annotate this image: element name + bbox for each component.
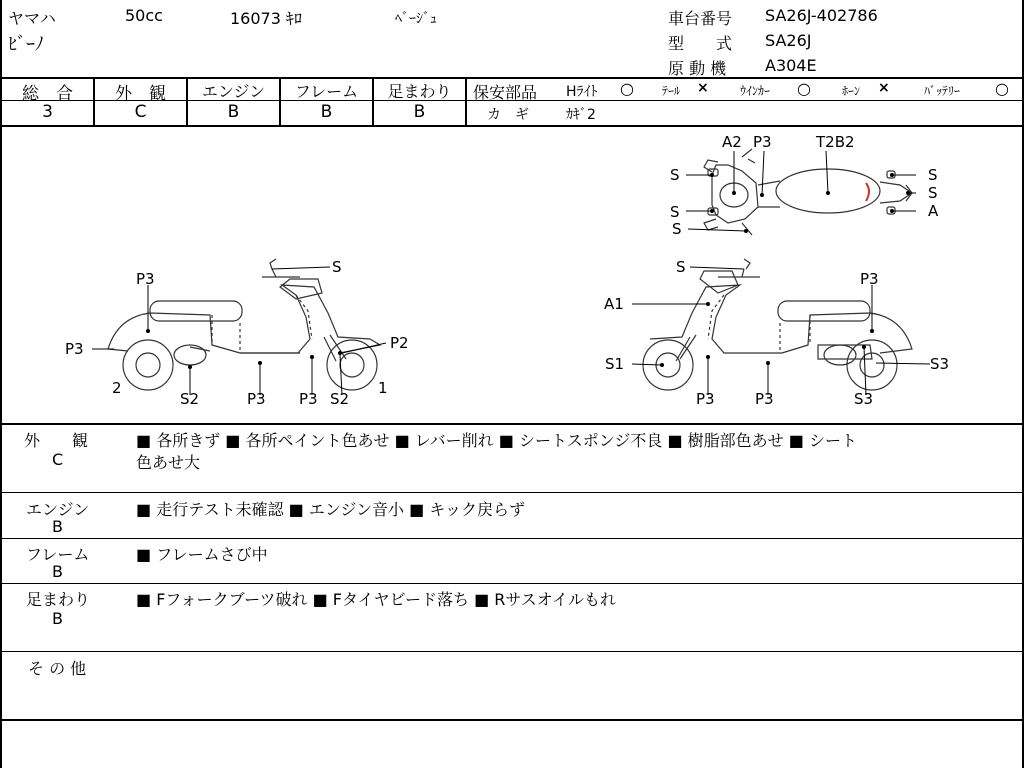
grade-col-div-5	[465, 78, 467, 126]
notes-line-5	[0, 719, 1024, 721]
note-suspension-grade: B	[52, 609, 63, 628]
notes-line-2	[0, 538, 1024, 539]
label-s3-right-1: S3	[930, 355, 950, 373]
label-s-top-5: S	[928, 184, 938, 202]
safety-parts-label: 保安部品	[473, 83, 538, 102]
label-p3-left-rear: P3	[65, 340, 84, 358]
label-p2-left: P2	[390, 334, 409, 352]
tail-label: ﾃｰﾙ	[662, 84, 681, 98]
leader-lines	[92, 151, 930, 395]
frame-grade-value: B	[320, 102, 333, 122]
diagram-bottom-line	[0, 423, 1024, 425]
label-a1-right: A1	[604, 295, 624, 313]
label-s2-left-2: S2	[330, 390, 350, 408]
label-s-top-2: S	[670, 203, 680, 221]
note-frame-grade: B	[52, 562, 63, 581]
note-other-label: そ の 他	[28, 659, 87, 678]
engine-model-value: A304E	[765, 56, 817, 75]
total-grade-label: 総 合	[22, 84, 73, 104]
horn-status-icon: ×	[878, 80, 890, 96]
label-s2-left-1: S2	[180, 390, 200, 408]
engine-model-label: 原 動 機	[668, 59, 727, 78]
label-p3-right-floor: P3	[755, 390, 774, 408]
note-suspension-line1: ■ Fフォークブーツ破れ ■ Fタイヤビード落ち ■ Rサスオイルもれ	[136, 590, 616, 609]
key-value: ｶｷﾞ2	[566, 107, 596, 123]
label-s3-right-2: S3	[854, 390, 874, 408]
label-t2b2: T2B2	[816, 133, 855, 151]
label-s-top-1: S	[670, 166, 680, 184]
note-exterior-label: 外 観	[24, 431, 89, 450]
note-engine-label: エンジン	[26, 500, 90, 519]
maker-name: ヤマハ	[8, 9, 56, 28]
chassis-number-value: SA26J-402786	[765, 6, 878, 25]
label-a-top: A	[928, 202, 939, 220]
type-value: SA26J	[765, 31, 812, 50]
label-1-left: 1	[378, 379, 388, 397]
tail-status-icon: ×	[697, 80, 709, 96]
body-color: ﾍﾞｰｼﾞｭ	[395, 11, 437, 27]
winker-label: ｳｲﾝｶｰ	[740, 84, 771, 98]
note-suspension-label: 足まわり	[26, 590, 91, 609]
label-p3-left-floor: P3	[247, 390, 266, 408]
label-s-top-4: S	[928, 166, 938, 184]
engine-grade-label: エンジン	[201, 82, 266, 101]
note-engine-line1: ■ 走行テスト未確認 ■ エンジン音小 ■ キック戻らず	[136, 500, 526, 519]
total-grade-value: 3	[42, 102, 53, 122]
note-engine-grade: B	[52, 517, 63, 536]
suspension-grade-label: 足まわり	[387, 82, 452, 101]
label-p3-left-seat: P3	[136, 270, 155, 288]
label-s-top-3: S	[672, 220, 682, 238]
battery-status-icon: ○	[995, 79, 1009, 98]
battery-label: ﾊﾞｯﾃﾘｰ	[924, 84, 961, 98]
damage-dots	[146, 173, 910, 369]
label-s1-right: S1	[605, 355, 625, 373]
seat-tear-mark	[866, 183, 869, 201]
exterior-grade-value: C	[134, 102, 147, 122]
note-exterior-line2: 色あせ大	[136, 453, 201, 472]
label-p3-left-front: P3	[299, 390, 318, 408]
displacement: 50cc	[125, 6, 163, 25]
label-p3-right-seat: P3	[860, 270, 879, 288]
notes-line-4	[0, 651, 1024, 652]
label-s-right: S	[676, 258, 686, 276]
label-p3-top: P3	[753, 133, 772, 151]
model-name: ﾋﾞｰﾉ	[8, 34, 44, 55]
label-a2: A2	[722, 133, 742, 151]
damage-diagram	[0, 127, 1022, 423]
suspension-grade-value: B	[413, 102, 426, 122]
engine-grade-value: B	[227, 102, 240, 122]
notes-line-3	[0, 583, 1024, 584]
note-exterior-line1: ■ 各所きず ■ 各所ペイント色あせ ■ レバー削れ ■ シートスポンジ不良 ■ 樹脂部色あせ ■ シート	[136, 431, 857, 450]
horn-label: ﾎｰﾝ	[842, 84, 861, 98]
headlight-status-icon: ○	[620, 79, 634, 98]
exterior-grade-label: 外 観	[115, 84, 166, 104]
winker-status-icon: ○	[797, 79, 811, 98]
type-label: 型 式	[668, 34, 733, 53]
safety-row-divider	[466, 100, 1024, 101]
notes-line-1	[0, 492, 1024, 493]
label-s-left: S	[332, 258, 342, 276]
note-frame-label: フレーム	[26, 545, 90, 564]
frame-grade-label: フレーム	[294, 82, 359, 101]
chassis-number-label: 車台番号	[668, 9, 733, 28]
key-label: カ ギ	[487, 107, 529, 123]
headlight-label: Hﾗｲﾄ	[566, 84, 598, 100]
note-exterior-grade: C	[52, 450, 64, 469]
label-2-left: 2	[112, 379, 122, 397]
mileage: 16073 ｷﾛ	[230, 9, 302, 28]
note-frame-line1: ■ フレームさび中	[136, 545, 268, 564]
label-p3-right-front: P3	[696, 390, 715, 408]
